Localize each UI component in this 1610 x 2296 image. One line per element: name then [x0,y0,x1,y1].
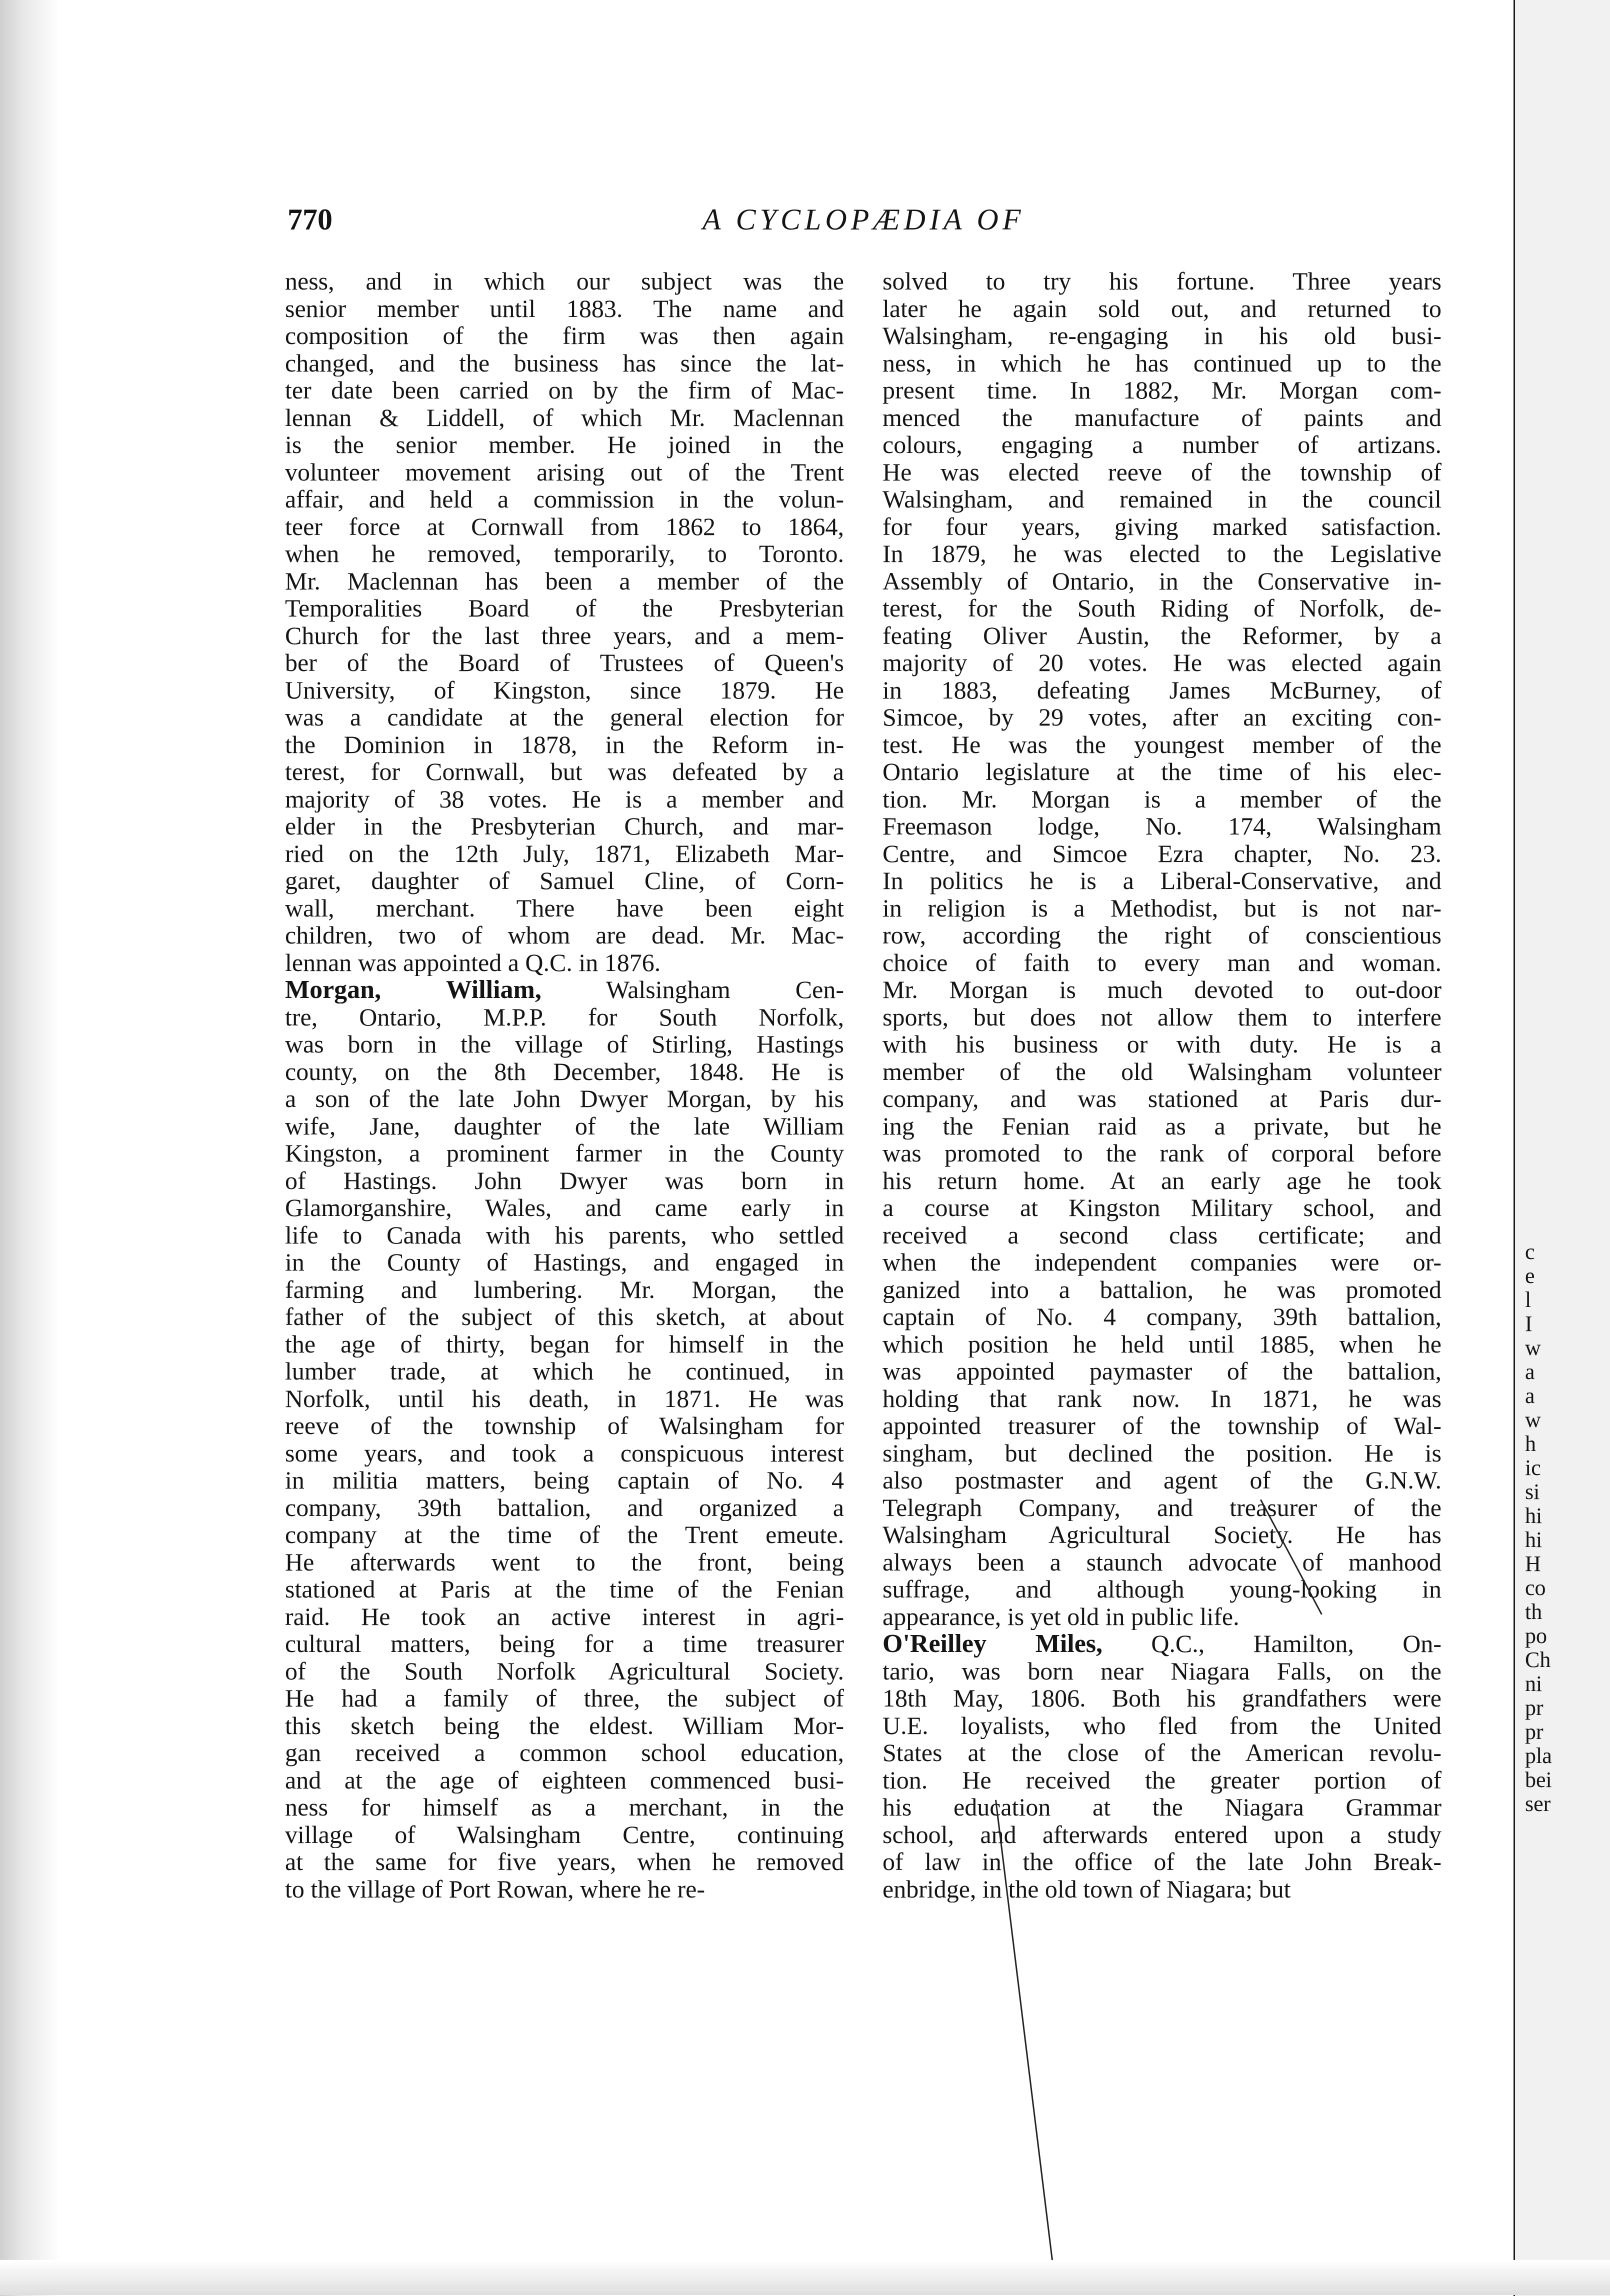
text-line: company, 39th battalion, and organized a [285,1494,844,1521]
text-line: stationed at Paris at the time of the Fenian [285,1576,844,1603]
text-line: always been a staunch advocate of manhood [882,1548,1442,1576]
text-line: Centre, and Simcoe Ezra chapter, No. 23. [882,840,1442,867]
text-line: is the senior member. He joined in the [285,431,844,458]
text-line: enbridge, in the old town of Niagara; but [882,1875,1291,1902]
text-line: raid. He took an active interest in agri- [285,1602,844,1630]
text-line: was born in the village of Stirling, Hastings [285,1030,844,1058]
text-line: U.E. loyalists, who fled from the United [882,1712,1442,1739]
text-line: Glamorganshire, Wales, and came early in [285,1194,844,1222]
text-line: volunteer movement arising out of the Trent [285,458,844,486]
text-line: affair, and held a commission in the volun- [285,486,844,513]
text-line: ganized into a battalion, he was promoted [882,1276,1442,1303]
text-line: life to Canada with his parents, who settled [285,1221,844,1248]
text-line: present time. In 1882, Mr. Morgan com- [882,376,1442,404]
text-line: with his business or with duty. He is a [882,1030,1442,1058]
text-line: majority of 20 votes. He was elected again [882,649,1442,676]
text-line: Ontario legislature at the time of his elec- [882,758,1442,786]
text-line: feating Oliver Austin, the Reformer, by a [882,622,1442,649]
text-line: farming and lumbering. Mr. Morgan, the [285,1276,844,1303]
text-line: Mr. Maclennan has been a member of the [285,567,844,594]
text-line: in militia matters, being captain of No. 4 [285,1466,844,1494]
text-line: county, on the 8th December, 1848. He is [285,1058,844,1085]
text-line: menced the manufacture of paints and [882,404,1442,431]
text-line: He afterwards went to the front, being [285,1548,844,1576]
text-line: which position he held until 1885, when he [882,1330,1442,1358]
next-page-char: hi [1525,1528,1542,1552]
text-line: was a candidate at the general election for [285,704,844,731]
next-page-char: th [1525,1600,1542,1624]
text-line [882,1630,1442,1658]
text-line: Telegraph Company, and treasurer of the [882,1494,1442,1521]
text-line: tre, Ontario, M.P.P. for South Norfolk, [285,1003,844,1030]
page-number: 770 [288,203,332,236]
text-line: the Dominion in 1878, in the Reform in- [285,730,844,758]
text-line: University, of Kingston, since 1879. He [285,676,844,704]
text-line: tario, was born near Niagara Falls, on the [882,1657,1442,1684]
next-page-char: a [1525,1384,1535,1408]
left-column [285,268,844,1902]
next-page-char: I [1525,1312,1532,1336]
text-line: changed, and the business has since the lat- [285,349,844,376]
next-page-char: si [1525,1480,1540,1504]
text-line: in the County of Hastings, and engaged in [285,1248,844,1276]
text-line: terest, for the South Riding of Norfolk, de- [882,594,1442,622]
text-line: ness for himself as a merchant, in the [285,1794,844,1821]
text-line: this sketch being the eldest. William Mor- [285,1712,844,1739]
text-line: reeve of the township of Walsingham for [285,1412,844,1440]
text-line: choice of faith to every man and woman. [882,948,1442,976]
next-page-char: bei [1525,1768,1552,1792]
text-line: Assembly of Ontario, in the Conservative in- [882,567,1442,594]
text-line: teer force at Cornwall from 1862 to 1864, [285,512,844,540]
text-line: holding that rank now. In 1871, he was [882,1384,1442,1412]
next-page-char: hi [1525,1504,1542,1528]
text-line: 18th May, 1806. Both his grandfathers were [882,1684,1442,1712]
text-line: in religion is a Methodist, but is not nar- [882,894,1442,922]
text-line: colours, engaging a number of artizans. [882,431,1442,458]
text-line: ness, and in which our subject was the [285,268,844,295]
text-line: In 1879, he was elected to the Legislative [882,540,1442,568]
text-line: tion. Mr. Morgan is a member of the [882,785,1442,812]
text-line: of Hastings. John Dwyer was born in [285,1166,844,1194]
text-line: sports, but does not allow them to interfere [882,1003,1442,1030]
text-line: cultural matters, being for a time treasurer [285,1630,844,1658]
text-line: row, according the right of conscientious [882,922,1442,949]
text-line: captain of No. 4 company, 39th battalion, [882,1303,1442,1330]
bio-name-heading: O'Reilley Miles, [882,1630,1103,1658]
text-line: tion. He received the greater portion of [882,1766,1442,1794]
next-page-char: ic [1525,1456,1541,1480]
text-line: In politics he is a Liberal-Conservative, and [882,867,1442,894]
text-line: ness, in which he has continued up to the [882,349,1442,376]
text-line: Walsingham, re-engaging in his old busi- [882,322,1442,350]
next-page-char: H [1525,1552,1541,1576]
text-line: senior member until 1883. The name and [285,294,844,322]
text-line: Freemason lodge, No. 174, Walsingham [882,812,1442,840]
text-line: wife, Jane, daughter of the late William [285,1112,844,1140]
running-head: A CYCLOPÆDIA OF [702,203,1025,236]
scan-footer-noise [0,2260,1610,2295]
text-line: Simcoe, by 29 votes, after an exciting con- [882,704,1442,731]
next-page-char: c [1525,1240,1535,1264]
text-line: States at the close of the American revolu- [882,1739,1442,1766]
text-line: He was elected reeve of the township of [882,458,1442,486]
text-line: Kingston, a prominent farmer in the County [285,1140,844,1167]
text-line: suffrage, and although young-looking in [882,1576,1442,1603]
text-line: wall, merchant. There have been eight [285,894,844,922]
text-line: and at the age of eighteen commenced busi- [285,1766,844,1794]
text-line: when the independent companies were or- [882,1248,1442,1276]
text-line: Temporalities Board of the Presbyterian [285,594,844,622]
text-line: lennan was appointed a Q.C. in 1876. [285,948,661,976]
text-line: terest, for Cornwall, but was defeated by a [285,758,844,786]
text-line: his return home. At an early age he took [882,1166,1442,1194]
text-line: of the South Norfolk Agricultural Society. [285,1657,844,1684]
text-line: appointed treasurer of the township of Wal- [882,1412,1442,1440]
text-line: member of the old Walsingham volunteer [882,1058,1442,1085]
text-line: Mr. Morgan is much devoted to out-door [882,976,1442,1004]
text-line: in 1883, defeating James McBurney, of [882,676,1442,704]
next-page-char: pla [1525,1744,1552,1768]
text-line: lennan & Liddell, of which Mr. Maclennan [285,404,844,431]
text-line: a son of the late John Dwyer Morgan, by his [285,1085,844,1112]
text-line: for four years, giving marked satisfaction. [882,512,1442,540]
next-page-char: ser [1525,1792,1551,1816]
next-page-fragment [1525,1240,1590,1816]
text-line: the age of thirty, began for himself in the [285,1330,844,1358]
text-line [285,976,844,1004]
next-page-char: Ch [1525,1648,1551,1672]
next-page-char: po [1525,1624,1547,1648]
next-page-char: h [1525,1432,1536,1456]
text-line: children, two of whom are dead. Mr. Mac- [285,922,844,949]
text-line: of law in the office of the late John Break- [882,1848,1442,1876]
next-page-char: w [1525,1336,1541,1360]
text-line: composition of the firm was then again [285,322,844,350]
text-line: was appointed paymaster of the battalion, [882,1358,1442,1385]
text-line: Norfolk, until his death, in 1871. He was [285,1384,844,1412]
text-line: village of Walsingham Centre, continuing [285,1820,844,1848]
text-line: garet, daughter of Samuel Cline, of Corn- [285,867,844,894]
next-page-char: ni [1525,1672,1542,1696]
text-line: ter date been carried on by the firm of Mac- [285,376,844,404]
text-line: ber of the Board of Trustees of Queen's [285,649,844,676]
text-line: solved to try his fortune. Three years [882,268,1442,295]
text-line: appearance, is yet old in public life. [882,1602,1240,1630]
text-line: received a second class certificate; and [882,1221,1442,1248]
next-page-char: co [1525,1576,1546,1600]
text-line: school, and afterwards entered upon a study [882,1820,1442,1848]
next-page-char: pr [1525,1720,1544,1744]
text-line: majority of 38 votes. He is a member and [285,785,844,812]
text-line: to the village of Port Rowan, where he re- [285,1875,706,1902]
text-line: elder in the Presbyterian Church, and mar- [285,812,844,840]
next-page-char: l [1525,1288,1532,1312]
next-page-char: pr [1525,1696,1544,1720]
text-line: father of the subject of this sketch, at about [285,1303,844,1330]
text-line: some years, and took a conspicuous interest [285,1439,844,1466]
text-line: Walsingham Agricultural Society. He has [882,1521,1442,1548]
text-line: company, and was stationed at Paris dur- [882,1085,1442,1112]
text-line: later he again sold out, and returned to [882,294,1442,322]
page-header [288,202,1510,242]
text-line: also postmaster and agent of the G.N.W. [882,1466,1442,1494]
text-line: company at the time of the Trent emeute. [285,1521,844,1548]
bio-name-heading: Morgan, William, [285,976,542,1004]
next-page-char: w [1525,1408,1541,1432]
next-page-char: a [1525,1360,1535,1384]
text-line: lumber trade, at which he continued, in [285,1358,844,1385]
right-column [882,268,1442,1902]
next-page-edge [1514,0,1610,2296]
text-line: when he removed, temporarily, to Toronto. [285,540,844,568]
text-line-rest: Walsingham Cen- [541,976,844,1004]
text-line: his education at the Niagara Grammar [882,1794,1442,1821]
text-line: ing the Fenian raid as a private, but he [882,1112,1442,1140]
text-line: Walsingham, and remained in the council [882,486,1442,513]
text-line: was promoted to the rank of corporal before [882,1140,1442,1167]
text-line: ried on the 12th July, 1871, Elizabeth Mar- [285,840,844,867]
text-line: a course at Kingston Military school, and [882,1194,1442,1222]
text-line: singham, but declined the position. He is [882,1439,1442,1466]
text-line: He had a family of three, the subject of [285,1684,844,1712]
text-line: gan received a common school education, [285,1739,844,1766]
text-line: Church for the last three years, and a mem- [285,622,844,649]
next-page-char: e [1525,1264,1535,1288]
text-line-rest: Q.C., Hamilton, On- [1102,1630,1442,1658]
text-line: at the same for five years, when he removed [285,1848,844,1876]
text-line: test. He was the youngest member of the [882,730,1442,758]
scan-edge-left [0,0,60,2296]
